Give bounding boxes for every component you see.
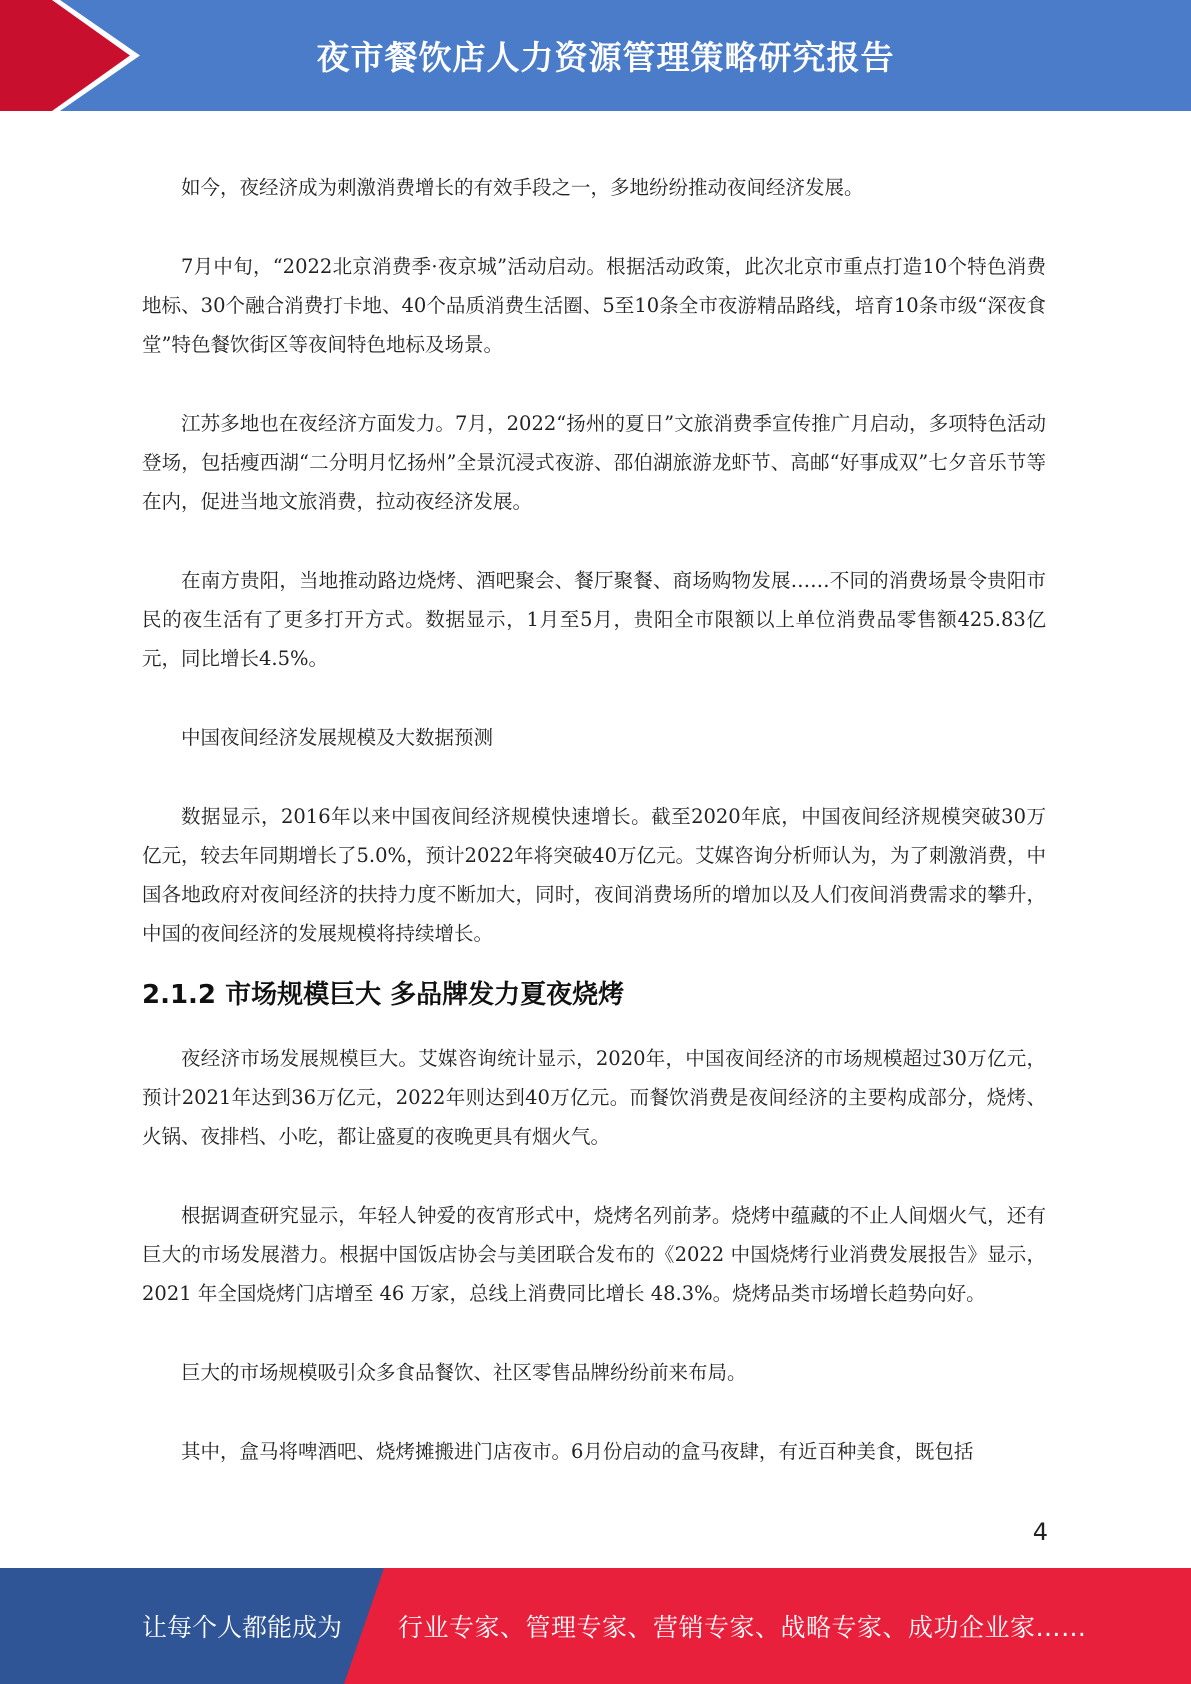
section-heading: 2.1.2 市场规模巨大 多品牌发力夏夜烧烤 (142, 980, 625, 1010)
page-header (0, 0, 1191, 111)
document-title: 夜市餐饮店人力资源管理策略研究报告 (316, 38, 895, 77)
paragraph: 巨大的市场规模吸引众多食品餐饮、社区零售品牌纷纷前来布局。 (181, 1361, 747, 1384)
paragraph: 7月中旬，“2022北京消费季·夜京城”活动启动。根据活动政策，此次北京市重点打造10个特色消费地标、30个融合消费打卡地、40个品质消费生活圈、5至10条全市夜游精品路线，培育10条市级“深夜食堂”特色餐饮街区等夜间特色地标及场景。 (142, 255, 1046, 356)
paragraph-subtitle: 中国夜间经济发展规模及大数据预测 (181, 726, 494, 749)
footer-slogan-right: 行业专家、管理专家、营销专家、战略专家、成功企业家…… (398, 1613, 1087, 1642)
footer-slogan-left: 让每个人都能成为 (142, 1613, 343, 1642)
document-body (142, 168, 1046, 1471)
paragraph: 如今，夜经济成为刺激消费增长的有效手段之一，多地纷纷推动夜间经济发展。 (181, 176, 864, 199)
paragraph: 根据调查研究显示，年轻人钟爱的夜宵形式中，烧烤名列前茅。烧烤中蕴藏的不止人间烟火气，还有巨大的市场发展潜力。根据中国饭店协会与美团联合发布的《2022 中国烧烤行业消费发展报告》显示，2021 年全国烧烤门店增至 46 万家，总线上消费同比增长 48.3%。烧烤品类市场增长趋势向好。 (142, 1204, 1046, 1305)
header-chevron-decoration (0, 0, 160, 111)
paragraph: 其中，盒马将啤酒吧、烧烤摊搬进门店夜市。6月份启动的盒马夜肆，有近百种美食，既包括 (181, 1440, 974, 1463)
paragraph: 数据显示，2016年以来中国夜间经济规模快速增长。截至2020年底，中国夜间经济规模突破30万亿元，较去年同期增长了5.0%，预计2022年将突破40万亿元。艾媒咨询分析师认为，为了刺激消费，中国各地政府对夜间经济的扶持力度不断加大，同时，夜间消费场所的增加以及人们夜间消费需求的攀升，中国的夜间经济的发展规模将持续增长。 (142, 805, 1046, 945)
paragraph: 江苏多地也在夜经济方面发力。7月，2022“扬州的夏日”文旅消费季宣传推广月启动，多项特色活动登场，包括瘦西湖“二分明月忆扬州”全景沉浸式夜游、邵伯湖旅游龙虾节、高邮“好事成双”七夕音乐节等在内，促进当地文旅消费，拉动夜经济发展。 (142, 412, 1046, 513)
page-number: 4 (1032, 1518, 1048, 1546)
paragraph: 夜经济市场发展规模巨大。艾媒咨询统计显示，2020年，中国夜间经济的市场规模超过30万亿元，预计2021年达到36万亿元，2022年则达到40万亿元。而餐饮消费是夜间经济的主要构成部分，烧烤、火锅、夜排档、小吃，都让盛夏的夜晚更具有烟火气。 (142, 1047, 1046, 1148)
paragraph: 在南方贵阳，当地推动路边烧烤、酒吧聚会、餐厅聚餐、商场购物发展……不同的消费场景令贵阳市民的夜生活有了更多打开方式。数据显示，1月至5月，贵阳全市限额以上单位消费品零售额425.83亿元，同比增长4.5%。 (142, 569, 1046, 670)
page-footer (0, 1568, 1191, 1684)
